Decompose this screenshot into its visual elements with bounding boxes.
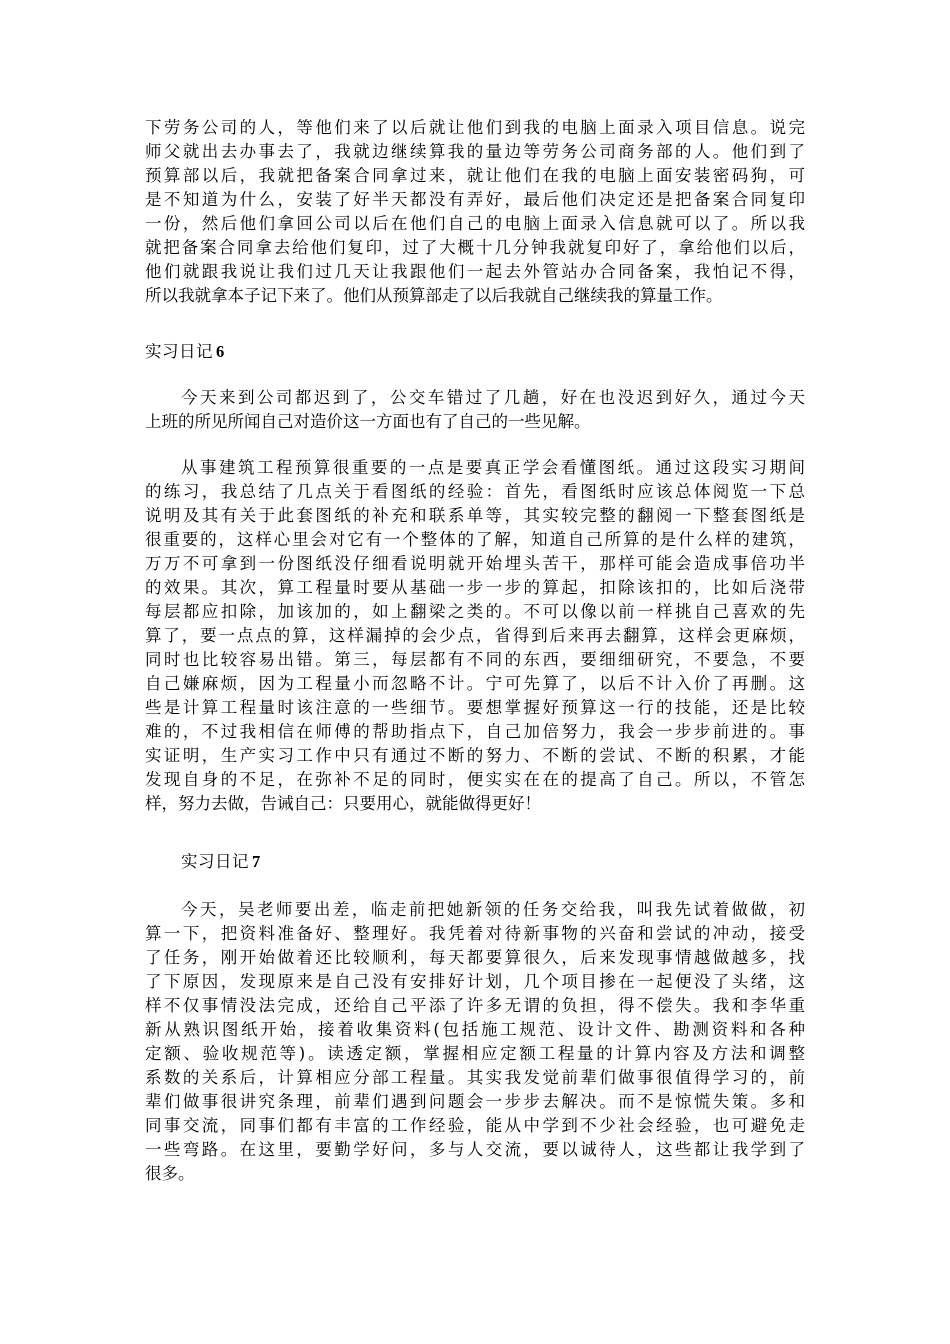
text-line: 些是计算工程量时该注意的一些细节。要想掌握好预算这一行的技能，还是比较 <box>145 698 805 717</box>
diary-7-heading <box>181 850 261 874</box>
text-line: 从事建筑工程预算很重要的一点是要真正学会看懂图纸。通过这段实习期间 <box>181 458 805 477</box>
text-line: 预算部以后，我就把备案合同拿过来，就让他们在我的电脑上面安装密码狗，可 <box>145 166 805 185</box>
text-line: 算一下，把资料准备好、整理好。我凭着对待新事物的兴奋和尝试的冲动，接受 <box>145 924 805 943</box>
text-line: 今天来到公司都迟到了，公交车错过了几趟，好在也没迟到好久，通过今天 <box>181 388 805 407</box>
text-line: 就把备案合同拿去给他们复印，过了大概十几分钟我就复印好了，拿给他们以后， <box>145 238 805 257</box>
text-line: 自己嫌麻烦，因为工程量小而忽略不计。宁可先算了，以后不计入价了再删。这 <box>145 674 805 693</box>
text-line: 所以我就拿本子记下来了。他们从预算部走了以后我就自己继续我的算量工作。 <box>145 286 723 305</box>
text-line: 新从熟识图纸开始，接着收集资料(包括施工规范、设计文件、勘测资料和各种 <box>145 1020 805 1039</box>
text-line: 万万不可拿到一份图纸没仔细看说明就开始埋头苦干，那样可能会造成事倍功半 <box>145 554 805 573</box>
text-line: 样，努力去做，告诫自己：只要用心，就能做得更好！ <box>145 794 541 813</box>
text-line: 说明及其有关于此套图纸的补充和联系单等，其实较完整的翻阅一下整套图纸是 <box>145 506 805 525</box>
text-line: 实证明，生产实习工作中只有通过不断的努力、不断的尝试、不断的积累，才能 <box>145 746 805 765</box>
text-line: 样不仅事情没法完成，还给自己平添了许多无谓的负担，得不偿失。我和李华重 <box>145 996 805 1015</box>
text-line: 的练习，我总结了几点关于看图纸的经验：首先，看图纸时应该总体阅览一下总 <box>145 482 805 501</box>
heading-text: 实习日记 <box>181 852 249 871</box>
text-line: 辈们做事很讲究条理，前辈们遇到问题会一步步去解决。而不是惊慌失策。多和 <box>145 1092 805 1111</box>
text-line: 了任务，刚开始做着还比较顺利，每天都要算很久，后来发现事情越做越多，找 <box>145 948 805 967</box>
text-line: 很重要的，这样心里会对它有一个整体的了解，知道自己所算的是什么样的建筑， <box>145 530 805 549</box>
text-line: 算了，要一点点的算，这样漏掉的会少点，省得到后来再去翻算，这样会更麻烦， <box>145 626 805 645</box>
text-line: 一份，然后他们拿回公司以后在他们自己的电脑上面录入信息就可以了。所以我 <box>145 214 805 233</box>
heading-text: 实习日记 <box>145 342 213 361</box>
text-line: 了下原因，发现原来是自己没有安排好计划，几个项目掺在一起便没了头绪，这 <box>145 972 805 991</box>
text-line: 的效果。其次，算工程量时要从基础一步一步的算起，扣除该扣的，比如后浇带 <box>145 578 805 597</box>
text-line: 同事交流，同事们都有丰富的工作经验，能从中学到不少社会经验，也可避免走 <box>145 1116 805 1135</box>
text-line: 是不知道为什么，安装了好半天都没有弄好，最后他们决定还是把备案合同复印 <box>145 190 805 209</box>
text-line: 一些弯路。在这里，要勤学好问，多与人交流，要以诚待人，这些都让我学到了 <box>145 1140 805 1159</box>
text-line: 下劳务公司的人，等他们来了以后就让他们到我的电脑上面录入项目信息。说完 <box>145 118 805 137</box>
text-line: 今天，吴老师要出差，临走前把她新领的任务交给我，叫我先试着做做，初 <box>181 900 805 919</box>
text-line: 师父就出去办事去了，我就边继续算我的量边等劳务公司商务部的人。他们到了 <box>145 142 805 161</box>
heading-number: 6 <box>216 342 225 361</box>
text-line: 难的，不过我相信在师傅的帮助指点下，自己加倍努力，我会一步步前进的。事 <box>145 722 805 741</box>
text-line: 每层都应扣除，加该加的，如上翻梁之类的。不可以像以前一样挑自己喜欢的先 <box>145 602 805 621</box>
text-line: 定额、验收规范等)。读透定额，掌握相应定额工程量的计算内容及方法和调整 <box>145 1044 805 1063</box>
text-line: 很多。 <box>145 1164 195 1183</box>
text-line: 他们就跟我说让我们过几天让我跟他们一起去外管站办合同备案，我怕记不得， <box>145 262 805 281</box>
text-line: 发现自身的不足，在弥补不足的同时，便实实在在的提高了自己。所以，不管怎 <box>145 770 805 789</box>
text-line: 系数的关系后，计算相应分部工程量。其实我发觉前辈们做事很值得学习的，前 <box>145 1068 805 1087</box>
text-line: 同时也比较容易出错。第三，每层都有不同的东西，要细细研究，不要急，不要 <box>145 650 805 669</box>
heading-number: 7 <box>252 852 261 871</box>
diary-6-heading <box>145 340 225 364</box>
text-line: 上班的所见所闻自己对造价这一方面也有了自己的一些见解。 <box>145 412 591 431</box>
